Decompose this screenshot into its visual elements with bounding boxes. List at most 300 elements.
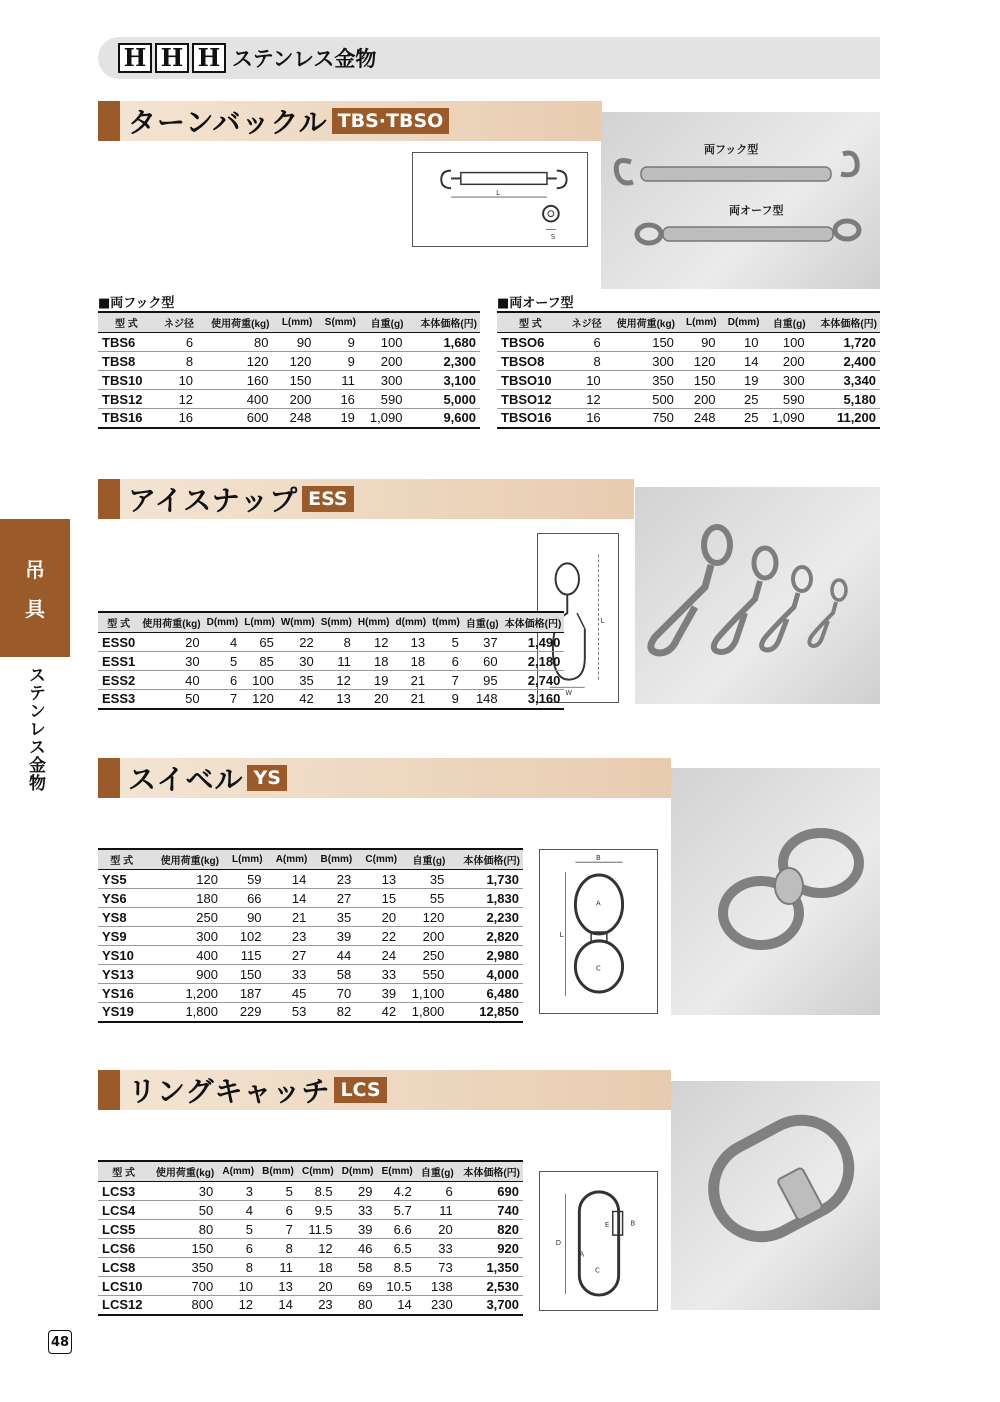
spec-cell: 200 bbox=[678, 390, 720, 409]
model-cell: TBSO16 bbox=[497, 409, 564, 428]
svg-text:S: S bbox=[550, 233, 556, 242]
turnbuckle-hook-table bbox=[98, 311, 480, 429]
section-band bbox=[120, 101, 602, 141]
spec-cell: 13 bbox=[393, 633, 430, 652]
swivel-drawing bbox=[539, 849, 658, 1014]
spec-cell: 80 bbox=[337, 1296, 377, 1315]
model-cell: YS9 bbox=[98, 927, 145, 946]
spec-cell: 11 bbox=[416, 1201, 457, 1220]
spec-cell: 73 bbox=[416, 1258, 457, 1277]
table-header-row bbox=[98, 312, 480, 333]
spec-cell: 35 bbox=[278, 671, 318, 690]
spec-cell: 14 bbox=[266, 870, 311, 889]
spec-cell: 18 bbox=[297, 1258, 337, 1277]
table-header-row bbox=[98, 612, 564, 633]
ring-catch-photo bbox=[671, 1081, 880, 1310]
swivel-photo bbox=[671, 768, 880, 1015]
model-cell: YS19 bbox=[98, 1003, 145, 1022]
spec-cell: 6.6 bbox=[376, 1220, 415, 1239]
table-row bbox=[98, 1277, 523, 1296]
spec-cell: 7 bbox=[257, 1220, 297, 1239]
table-row bbox=[98, 633, 564, 652]
spec-cell: 13 bbox=[318, 690, 355, 709]
model-cell: TBS8 bbox=[98, 352, 155, 371]
spec-cell: 600 bbox=[197, 409, 272, 428]
column-header: A(mm) bbox=[266, 849, 311, 870]
table-row bbox=[98, 965, 523, 984]
spec-cell: 148 bbox=[463, 690, 502, 709]
spec-cell: 150 bbox=[222, 965, 266, 984]
column-header: 使用荷重(kg) bbox=[605, 312, 678, 333]
spec-cell: 10 bbox=[720, 333, 763, 352]
spec-cell: 29 bbox=[337, 1182, 377, 1201]
spec-cell: 39 bbox=[310, 927, 355, 946]
spec-cell: 590 bbox=[762, 390, 808, 409]
price-cell: 5,000 bbox=[406, 390, 480, 409]
spec-cell: 25 bbox=[720, 390, 763, 409]
column-header: 自重(g) bbox=[463, 612, 502, 633]
spec-cell: 33 bbox=[266, 965, 311, 984]
spec-cell: 200 bbox=[762, 352, 808, 371]
spec-cell: 11.5 bbox=[297, 1220, 337, 1239]
spec-cell: 21 bbox=[393, 690, 430, 709]
model-cell: TBSO8 bbox=[497, 352, 564, 371]
spec-cell: 35 bbox=[400, 870, 448, 889]
photo-label-hook: 両フック型 bbox=[704, 143, 759, 156]
section-marker bbox=[98, 101, 120, 141]
spec-cell: 100 bbox=[359, 333, 407, 352]
spec-cell: 180 bbox=[145, 889, 222, 908]
model-cell: TBS16 bbox=[98, 409, 155, 428]
spec-cell: 550 bbox=[400, 965, 448, 984]
svg-text:A: A bbox=[596, 899, 601, 908]
column-header: 型 式 bbox=[98, 612, 139, 633]
model-cell: YS13 bbox=[98, 965, 145, 984]
spec-cell: 200 bbox=[273, 390, 316, 409]
spec-cell: 21 bbox=[393, 671, 430, 690]
model-cell: ESS3 bbox=[98, 690, 139, 709]
spec-cell: 6 bbox=[155, 333, 197, 352]
spec-cell: 53 bbox=[266, 1003, 311, 1022]
model-cell: LCS10 bbox=[98, 1277, 149, 1296]
price-cell: 6,480 bbox=[448, 984, 523, 1003]
column-header: 型 式 bbox=[98, 1161, 149, 1182]
logo-letter: H bbox=[118, 43, 152, 73]
column-header: E(mm) bbox=[376, 1161, 415, 1182]
category-tab-char: 具 bbox=[25, 597, 45, 621]
column-header: S(mm) bbox=[315, 312, 359, 333]
spec-cell: 69 bbox=[337, 1277, 377, 1296]
spec-cell: 11 bbox=[315, 371, 359, 390]
column-header: L(mm) bbox=[222, 849, 266, 870]
turnbuckle-drawing bbox=[412, 152, 588, 247]
category-tab-char: 吊 bbox=[25, 558, 45, 582]
table-row bbox=[98, 652, 564, 671]
svg-text:E: E bbox=[604, 1221, 610, 1230]
spec-cell: 58 bbox=[310, 965, 355, 984]
svg-text:B: B bbox=[596, 854, 601, 863]
column-header: ネジ径 bbox=[564, 312, 605, 333]
table-row bbox=[98, 889, 523, 908]
column-header: 使用荷重(kg) bbox=[149, 1161, 217, 1182]
table-row bbox=[98, 409, 480, 428]
spec-cell: 300 bbox=[359, 371, 407, 390]
table-row bbox=[98, 352, 480, 371]
spec-cell: 7 bbox=[429, 671, 463, 690]
column-header: B(mm) bbox=[310, 849, 355, 870]
spec-cell: 23 bbox=[310, 870, 355, 889]
turnbuckle-diagram bbox=[413, 153, 587, 246]
model-cell: TBSO6 bbox=[497, 333, 564, 352]
spec-cell: 8.5 bbox=[297, 1182, 337, 1201]
price-cell: 2,230 bbox=[448, 908, 523, 927]
spec-cell: 229 bbox=[222, 1003, 266, 1022]
table-row bbox=[98, 946, 523, 965]
column-header: H(mm) bbox=[355, 612, 393, 633]
spec-cell: 5 bbox=[204, 652, 242, 671]
price-cell: 1,680 bbox=[406, 333, 480, 352]
column-header: L(mm) bbox=[678, 312, 720, 333]
table-row bbox=[98, 1201, 523, 1220]
spec-cell: 30 bbox=[149, 1182, 217, 1201]
spec-cell: 14 bbox=[266, 889, 311, 908]
spec-cell: 150 bbox=[678, 371, 720, 390]
spec-cell: 80 bbox=[149, 1220, 217, 1239]
spec-cell: 9.5 bbox=[297, 1201, 337, 1220]
spec-cell: 12 bbox=[355, 633, 393, 652]
spec-cell: 150 bbox=[149, 1239, 217, 1258]
photo-label-eye: 両オーフ型 bbox=[729, 204, 784, 217]
spec-cell: 20 bbox=[355, 690, 393, 709]
table-row bbox=[98, 333, 480, 352]
price-cell: 740 bbox=[457, 1201, 523, 1220]
column-header: C(mm) bbox=[297, 1161, 337, 1182]
table-row bbox=[497, 409, 880, 428]
price-cell: 1,720 bbox=[809, 333, 880, 352]
table-row bbox=[98, 908, 523, 927]
spec-cell: 15 bbox=[355, 889, 400, 908]
spec-cell: 22 bbox=[355, 927, 400, 946]
spec-cell: 150 bbox=[605, 333, 678, 352]
spec-cell: 160 bbox=[197, 371, 272, 390]
model-cell: ESS2 bbox=[98, 671, 139, 690]
spec-cell: 6.5 bbox=[376, 1239, 415, 1258]
spec-cell: 21 bbox=[266, 908, 311, 927]
section-code-badge: LCS bbox=[334, 1077, 386, 1103]
spec-cell: 250 bbox=[145, 908, 222, 927]
spec-cell: 8.5 bbox=[376, 1258, 415, 1277]
column-header: 本体価格(円) bbox=[406, 312, 480, 333]
spec-cell: 10.5 bbox=[376, 1277, 415, 1296]
price-cell: 2,400 bbox=[809, 352, 880, 371]
table-row bbox=[98, 1296, 523, 1315]
spec-cell: 102 bbox=[222, 927, 266, 946]
spec-cell: 8 bbox=[257, 1239, 297, 1258]
table-row bbox=[497, 352, 880, 371]
spec-cell: 39 bbox=[337, 1220, 377, 1239]
column-header: d(mm) bbox=[393, 612, 430, 633]
spec-cell: 82 bbox=[310, 1003, 355, 1022]
spec-cell: 13 bbox=[355, 870, 400, 889]
spec-cell: 59 bbox=[222, 870, 266, 889]
column-header: L(mm) bbox=[273, 312, 316, 333]
column-header: L(mm) bbox=[241, 612, 278, 633]
spec-cell: 12 bbox=[564, 390, 605, 409]
spec-cell: 7 bbox=[204, 690, 242, 709]
swivel-table bbox=[98, 848, 523, 1023]
spec-cell: 19 bbox=[315, 409, 359, 428]
price-cell: 3,100 bbox=[406, 371, 480, 390]
spec-cell: 37 bbox=[463, 633, 502, 652]
svg-text:L: L bbox=[496, 189, 500, 198]
model-cell: YS16 bbox=[98, 984, 145, 1003]
table-header-row bbox=[497, 312, 880, 333]
column-header: 本体価格(円) bbox=[448, 849, 523, 870]
section-code-badge: YS bbox=[247, 765, 286, 791]
spec-cell: 85 bbox=[241, 652, 278, 671]
price-cell: 2,980 bbox=[448, 946, 523, 965]
spec-cell: 6 bbox=[217, 1239, 257, 1258]
spec-cell: 40 bbox=[139, 671, 203, 690]
table-header-row bbox=[98, 1161, 523, 1182]
spec-cell: 9 bbox=[315, 352, 359, 371]
spec-cell: 50 bbox=[139, 690, 203, 709]
spec-cell: 6 bbox=[564, 333, 605, 352]
table-row bbox=[98, 671, 564, 690]
column-header: t(mm) bbox=[429, 612, 463, 633]
model-cell: TBSO12 bbox=[497, 390, 564, 409]
page-number: 48 bbox=[48, 1330, 72, 1354]
spec-cell: 6 bbox=[416, 1182, 457, 1201]
spec-cell: 19 bbox=[720, 371, 763, 390]
section-title: アイスナップ bbox=[128, 484, 299, 517]
model-cell: TBSO10 bbox=[497, 371, 564, 390]
table-subtitle-eye: ■両オーフ型 bbox=[497, 296, 574, 311]
spec-cell: 590 bbox=[359, 390, 407, 409]
price-cell: 820 bbox=[457, 1220, 523, 1239]
column-header: 自重(g) bbox=[762, 312, 808, 333]
spec-cell: 46 bbox=[337, 1239, 377, 1258]
column-header: ネジ径 bbox=[155, 312, 197, 333]
table-row bbox=[98, 927, 523, 946]
spec-cell: 33 bbox=[337, 1201, 377, 1220]
spec-cell: 80 bbox=[197, 333, 272, 352]
price-cell: 12,850 bbox=[448, 1003, 523, 1022]
column-header: B(mm) bbox=[257, 1161, 297, 1182]
spec-cell: 30 bbox=[139, 652, 203, 671]
column-header: A(mm) bbox=[217, 1161, 257, 1182]
spec-cell: 250 bbox=[400, 946, 448, 965]
column-header: 本体価格(円) bbox=[502, 612, 565, 633]
spec-cell: 20 bbox=[416, 1220, 457, 1239]
spec-cell: 58 bbox=[337, 1258, 377, 1277]
side-vertical-label: ステンレス金物 bbox=[25, 666, 45, 792]
spec-cell: 1,800 bbox=[145, 1003, 222, 1022]
spec-cell: 12 bbox=[217, 1296, 257, 1315]
spec-cell: 9 bbox=[315, 333, 359, 352]
price-cell: 1,830 bbox=[448, 889, 523, 908]
model-cell: LCS4 bbox=[98, 1201, 149, 1220]
table-row bbox=[98, 690, 564, 709]
table-row bbox=[98, 390, 480, 409]
column-header: 自重(g) bbox=[416, 1161, 457, 1182]
logo-letter: H bbox=[192, 43, 226, 73]
spec-cell: 44 bbox=[310, 946, 355, 965]
spec-cell: 33 bbox=[416, 1239, 457, 1258]
spec-cell: 50 bbox=[149, 1201, 217, 1220]
spec-cell: 20 bbox=[355, 908, 400, 927]
model-cell: LCS12 bbox=[98, 1296, 149, 1315]
section-band bbox=[120, 479, 634, 519]
table-row bbox=[98, 1003, 523, 1022]
spec-cell: 350 bbox=[149, 1258, 217, 1277]
model-cell: TBS12 bbox=[98, 390, 155, 409]
spec-cell: 200 bbox=[359, 352, 407, 371]
table-header-row bbox=[98, 849, 523, 870]
spec-cell: 30 bbox=[278, 652, 318, 671]
spec-cell: 4.2 bbox=[376, 1182, 415, 1201]
spec-cell: 16 bbox=[155, 409, 197, 428]
spec-cell: 16 bbox=[315, 390, 359, 409]
spec-cell: 13 bbox=[257, 1277, 297, 1296]
price-cell: 1,730 bbox=[448, 870, 523, 889]
spec-cell: 8 bbox=[155, 352, 197, 371]
eye-snap-photo bbox=[635, 487, 880, 704]
table-row bbox=[497, 390, 880, 409]
table-row bbox=[497, 333, 880, 352]
table-row bbox=[98, 1182, 523, 1201]
spec-cell: 400 bbox=[145, 946, 222, 965]
spec-cell: 1,090 bbox=[762, 409, 808, 428]
ring-catch-diagram bbox=[540, 1172, 657, 1310]
column-header: W(mm) bbox=[278, 612, 318, 633]
spec-cell: 800 bbox=[149, 1296, 217, 1315]
ring-catch-drawing bbox=[539, 1171, 658, 1311]
section-marker bbox=[98, 758, 120, 798]
spec-cell: 27 bbox=[266, 946, 311, 965]
table-row bbox=[98, 371, 480, 390]
spec-cell: 248 bbox=[678, 409, 720, 428]
spec-cell: 14 bbox=[720, 352, 763, 371]
column-header: D(mm) bbox=[337, 1161, 377, 1182]
spec-cell: 100 bbox=[762, 333, 808, 352]
price-cell: 1,490 bbox=[502, 633, 565, 652]
spec-cell: 6 bbox=[257, 1201, 297, 1220]
spec-cell: 66 bbox=[222, 889, 266, 908]
spec-cell: 6 bbox=[204, 671, 242, 690]
section-marker bbox=[98, 1070, 120, 1110]
spec-cell: 90 bbox=[222, 908, 266, 927]
turnbuckle-illustration bbox=[601, 112, 880, 289]
spec-cell: 25 bbox=[720, 409, 763, 428]
price-cell: 920 bbox=[457, 1239, 523, 1258]
column-header: 本体価格(円) bbox=[809, 312, 880, 333]
price-cell: 5,180 bbox=[809, 390, 880, 409]
price-cell: 9,600 bbox=[406, 409, 480, 428]
spec-cell: 350 bbox=[605, 371, 678, 390]
spec-cell: 115 bbox=[222, 946, 266, 965]
spec-cell: 11 bbox=[318, 652, 355, 671]
spec-cell: 1,800 bbox=[400, 1003, 448, 1022]
turnbuckle-eye-table bbox=[497, 311, 880, 429]
spec-cell: 138 bbox=[416, 1277, 457, 1296]
price-cell: 2,530 bbox=[457, 1277, 523, 1296]
ring-catch-table bbox=[98, 1160, 523, 1316]
table-row bbox=[497, 371, 880, 390]
logo-letter: H bbox=[155, 43, 189, 73]
spec-cell: 750 bbox=[605, 409, 678, 428]
price-cell: 4,000 bbox=[448, 965, 523, 984]
svg-text:W: W bbox=[565, 689, 573, 698]
spec-cell: 4 bbox=[217, 1201, 257, 1220]
spec-cell: 5 bbox=[257, 1182, 297, 1201]
column-header: 型 式 bbox=[497, 312, 564, 333]
spec-cell: 3 bbox=[217, 1182, 257, 1201]
spec-cell: 12 bbox=[297, 1239, 337, 1258]
section-header-eye-snap bbox=[98, 479, 634, 519]
spec-cell: 42 bbox=[355, 1003, 400, 1022]
spec-cell: 20 bbox=[297, 1277, 337, 1296]
spec-cell: 120 bbox=[197, 352, 272, 371]
column-header: 使用荷重(kg) bbox=[145, 849, 222, 870]
svg-text:D: D bbox=[555, 1238, 562, 1247]
table-row bbox=[98, 1220, 523, 1239]
section-title: ターンバックル bbox=[128, 106, 328, 139]
header-title: ステンレス金物 bbox=[232, 47, 377, 71]
model-cell: LCS6 bbox=[98, 1239, 149, 1258]
section-band bbox=[120, 758, 671, 798]
spec-cell: 95 bbox=[463, 671, 502, 690]
spec-cell: 45 bbox=[266, 984, 311, 1003]
spec-cell: 22 bbox=[278, 633, 318, 652]
spec-cell: 18 bbox=[355, 652, 393, 671]
spec-cell: 20 bbox=[139, 633, 203, 652]
spec-cell: 18 bbox=[393, 652, 430, 671]
spec-cell: 39 bbox=[355, 984, 400, 1003]
section-header-ring-catch bbox=[98, 1070, 671, 1110]
spec-cell: 300 bbox=[605, 352, 678, 371]
section-band bbox=[120, 1070, 671, 1110]
spec-cell: 500 bbox=[605, 390, 678, 409]
spec-cell: 200 bbox=[400, 927, 448, 946]
spec-cell: 120 bbox=[678, 352, 720, 371]
model-cell: YS10 bbox=[98, 946, 145, 965]
spec-cell: 120 bbox=[273, 352, 316, 371]
price-cell: 1,350 bbox=[457, 1258, 523, 1277]
spec-cell: 90 bbox=[678, 333, 720, 352]
spec-cell: 1,200 bbox=[145, 984, 222, 1003]
spec-cell: 700 bbox=[149, 1277, 217, 1296]
section-header-turnbuckle bbox=[98, 101, 602, 141]
spec-cell: 900 bbox=[145, 965, 222, 984]
header-bar bbox=[98, 37, 880, 79]
spec-cell: 10 bbox=[217, 1277, 257, 1296]
svg-text:C: C bbox=[595, 1266, 600, 1275]
spec-cell: 12 bbox=[155, 390, 197, 409]
column-header: D(mm) bbox=[204, 612, 242, 633]
model-cell: LCS3 bbox=[98, 1182, 149, 1201]
model-cell: LCS8 bbox=[98, 1258, 149, 1277]
swivel-diagram bbox=[540, 850, 657, 1013]
svg-text:L: L bbox=[600, 616, 605, 625]
spec-cell: 1,100 bbox=[400, 984, 448, 1003]
spec-cell: 300 bbox=[762, 371, 808, 390]
column-header: 自重(g) bbox=[359, 312, 407, 333]
price-cell: 3,160 bbox=[502, 690, 565, 709]
eye-snap-table bbox=[98, 611, 564, 710]
spec-cell: 27 bbox=[310, 889, 355, 908]
spec-cell: 70 bbox=[310, 984, 355, 1003]
